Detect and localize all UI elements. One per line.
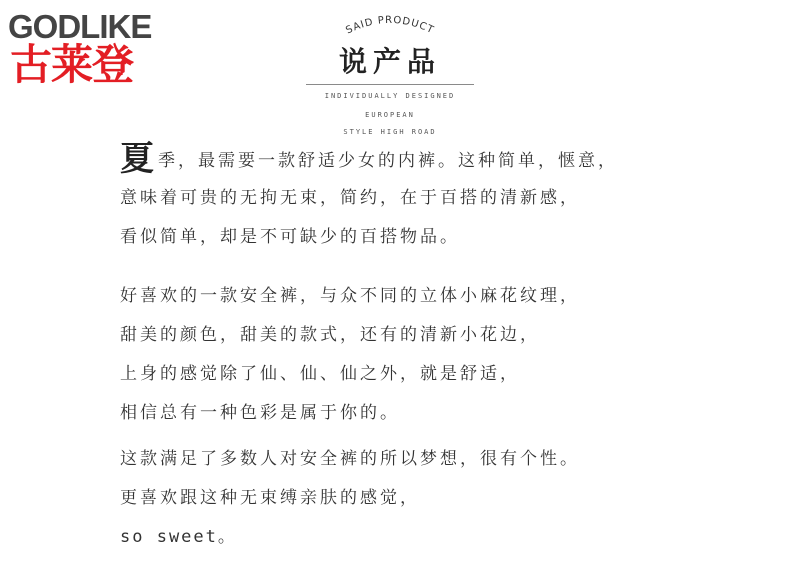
drop-cap: 夏 (120, 139, 158, 179)
text-line-content: 季，最需要一款舒适少女的内裤。这种简单，惬意， (158, 151, 618, 171)
paragraph-2 (120, 277, 580, 433)
text-line (120, 140, 618, 179)
text-line: 更喜欢跟这种无束缚亲肤的感觉， (120, 488, 420, 508)
text-line: 上身的感觉除了仙、仙、仙之外，就是舒适， (120, 364, 520, 384)
text-line: so sweet。 (120, 527, 237, 547)
header-divider (306, 84, 474, 85)
brand-name-english: GODLIKE (8, 8, 152, 45)
text-line: 相信总有一种色彩是属于你的。 (120, 403, 400, 423)
text-line: 这款满足了多数人对安全裤的所以梦想，很有个性。 (120, 449, 580, 469)
header-subtitle-line-1: INDIVIDUALLY DESIGNED (324, 92, 456, 100)
text-line: 甜美的颜色，甜美的款式，还有的清新小花边， (120, 325, 540, 345)
text-line: 好喜欢的一款安全裤，与众不同的立体小麻花纹理， (120, 286, 580, 306)
svg-text:SAID PRODUCT (344, 15, 436, 36)
paragraph-3 (120, 440, 580, 557)
paragraph-1 (120, 140, 618, 257)
brand-logo (6, 6, 156, 89)
section-header (300, 4, 480, 138)
arc-caption-text: SAID PRODUCT (344, 14, 436, 37)
header-title: 说产品 (338, 45, 441, 78)
text-line: 意味着可贵的无拘无束，简约，在于百搭的清新感， (120, 188, 580, 208)
brand-name-chinese: 古莱登 (10, 40, 134, 89)
arc-caption (300, 4, 480, 44)
header-subtitle-line-2: EUROPEAN (365, 111, 415, 119)
header-subtitle-line-3: STYLE HIGH ROAD (343, 128, 437, 136)
text-line: 看似简单，却是不可缺少的百搭物品。 (120, 227, 460, 247)
